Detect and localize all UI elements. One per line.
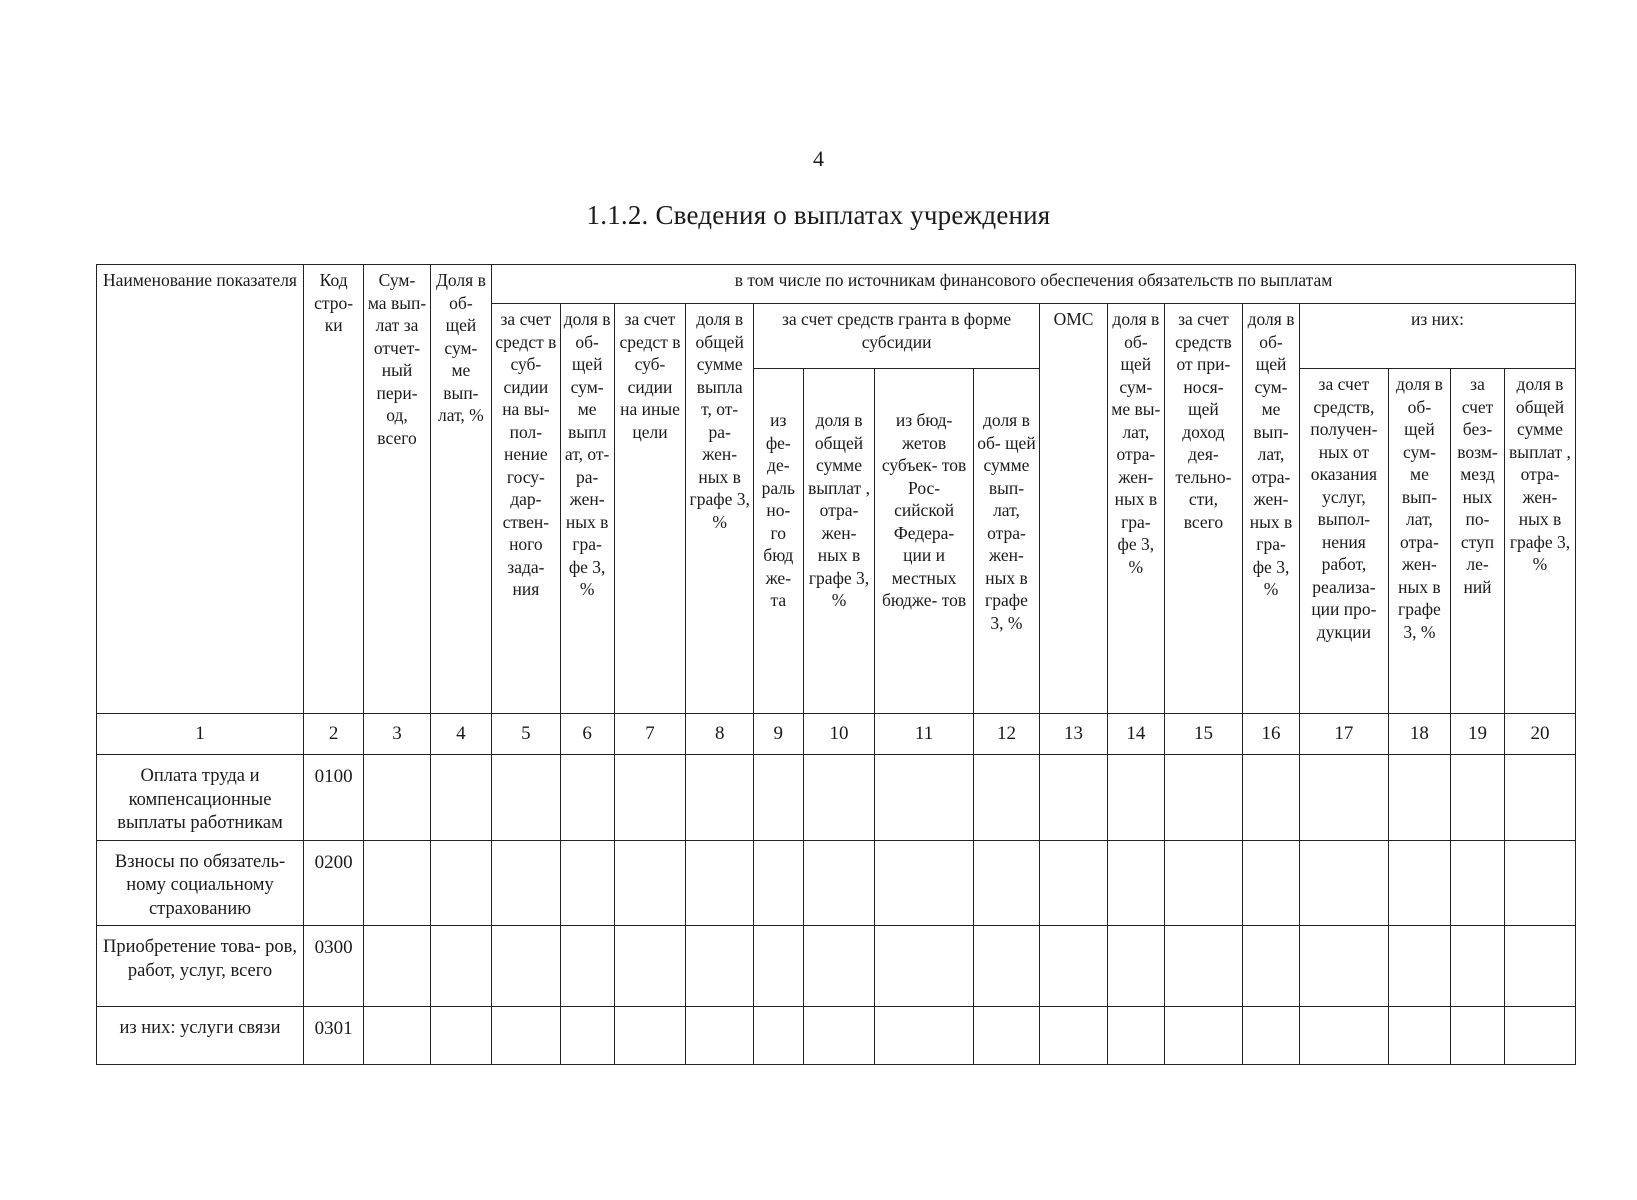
column-number: 9	[753, 714, 803, 755]
row-label: Приобретение това- ров, работ, услуг, всего	[97, 926, 304, 1007]
row-label: из них: услуги связи	[97, 1007, 304, 1065]
header-subsidy-other: за счет средст в суб- сидии на иные цели	[614, 304, 686, 714]
table-row	[97, 840, 1576, 926]
table-cell	[1107, 755, 1164, 841]
column-number: 10	[803, 714, 875, 755]
page-number: 4	[813, 146, 824, 171]
header-of-them: из них:	[1300, 304, 1576, 369]
table-cell	[973, 755, 1040, 841]
table-cell	[753, 755, 803, 841]
table-cell	[686, 1007, 754, 1065]
table-cell	[614, 840, 686, 926]
table-cell	[1388, 755, 1450, 841]
table-cell	[1107, 1007, 1164, 1065]
table-cell	[1164, 926, 1242, 1007]
column-number: 11	[875, 714, 973, 755]
table-cell	[1243, 926, 1300, 1007]
table-cell	[875, 1007, 973, 1065]
column-number: 16	[1243, 714, 1300, 755]
table-cell	[753, 840, 803, 926]
table-cell	[1388, 840, 1450, 926]
table-cell	[430, 840, 491, 926]
table-cell	[1451, 755, 1505, 841]
header-gratuitous-share: доля в общей сумме выплат , отра- жен- ных в графе 3, %	[1504, 369, 1575, 714]
header-income-activity-share: доля в об- щей сум- ме вып- лат, отра- жен- ных в гра- фе 3, %	[1243, 304, 1300, 714]
table-cell	[364, 840, 431, 926]
table-cell	[1164, 755, 1242, 841]
table-cell	[1243, 755, 1300, 841]
table-cell	[364, 1007, 431, 1065]
column-number: 15	[1164, 714, 1242, 755]
table-cell	[492, 926, 561, 1007]
column-number: 3	[364, 714, 431, 755]
table-cell	[1300, 1007, 1389, 1065]
row-code: 0100	[304, 755, 364, 841]
table-cell	[1243, 1007, 1300, 1065]
table-cell	[875, 926, 973, 1007]
table-cell	[1164, 840, 1242, 926]
table-row	[97, 926, 1576, 1007]
header-services-income-share: доля в об- щей сум- ме вып- лат, отра- жен- ных в графе 3, %	[1388, 369, 1450, 714]
header-services-income: за счет средств, получен- ных от оказания услуг, выпол- нения работ, реализа- ции про- дукции	[1300, 369, 1389, 714]
column-number: 6	[560, 714, 614, 755]
table-cell	[1451, 926, 1505, 1007]
table-cell	[492, 1007, 561, 1065]
table-cell	[973, 1007, 1040, 1065]
column-number-row	[97, 714, 1576, 755]
table-cell	[1300, 926, 1389, 1007]
column-number: 1	[97, 714, 304, 755]
header-grant-group: за счет средств гранта в форме субсидии	[753, 304, 1039, 369]
table-cell	[803, 1007, 875, 1065]
table-cell	[492, 755, 561, 841]
table-cell	[560, 840, 614, 926]
column-number: 2	[304, 714, 364, 755]
table-cell	[1451, 1007, 1505, 1065]
table-cell	[430, 755, 491, 841]
table-cell	[1504, 926, 1575, 1007]
column-number: 18	[1388, 714, 1450, 755]
table-cell	[686, 755, 754, 841]
table-cell	[560, 1007, 614, 1065]
table-cell	[1107, 926, 1164, 1007]
table-cell	[686, 840, 754, 926]
header-subsidy-other-share: доля в общей сумме выпла т, от- ра- жен- ных в графе 3, %	[686, 304, 754, 714]
row-code: 0301	[304, 1007, 364, 1065]
header-subsidy-state-task-share: доля в об- щей сум- ме выпл ат, от- ра- жен- ных в гра- фе 3, %	[560, 304, 614, 714]
header-share-total: Доля в об- щей сум- ме вып- лат, %	[430, 265, 491, 714]
table-cell	[753, 926, 803, 1007]
table-cell	[803, 840, 875, 926]
column-number: 17	[1300, 714, 1389, 755]
table-cell	[686, 926, 754, 1007]
table-cell	[1300, 755, 1389, 841]
table-cell	[1243, 840, 1300, 926]
column-number: 19	[1451, 714, 1505, 755]
table-cell	[614, 1007, 686, 1065]
table-cell	[1300, 840, 1389, 926]
table-cell	[973, 840, 1040, 926]
row-label: Оплата труда и компенсационные выплаты работникам	[97, 755, 304, 841]
header-grant-regional-share: доля в об- щей сумме вып- лат, отра- жен- ных в графе 3, %	[973, 369, 1040, 714]
table-cell	[973, 926, 1040, 1007]
table-row	[97, 755, 1576, 841]
header-row	[97, 265, 1576, 304]
header-oms-share: доля в об- щей сум- ме вы- лат, отра- жен- ных в гра- фе 3, %	[1107, 304, 1164, 714]
table-cell	[1040, 926, 1108, 1007]
table-cell	[1388, 926, 1450, 1007]
table-cell	[1504, 755, 1575, 841]
table-cell	[1451, 840, 1505, 926]
table-cell	[1107, 840, 1164, 926]
table-cell	[614, 926, 686, 1007]
column-number: 12	[973, 714, 1040, 755]
header-gratuitous: за счет без- возм- мезд ных по- ступ ле- ний	[1451, 369, 1505, 714]
column-number: 13	[1040, 714, 1108, 755]
payments-table	[96, 264, 1576, 1065]
table-cell	[614, 755, 686, 841]
header-sources-group: в том числе по источникам финансового обеспечения обязательств по выплатам	[492, 265, 1576, 304]
column-number: 5	[492, 714, 561, 755]
table-cell	[492, 840, 561, 926]
row-code: 0200	[304, 840, 364, 926]
column-number: 4	[430, 714, 491, 755]
table-cell	[364, 755, 431, 841]
table-cell	[875, 840, 973, 926]
header-code: Код стро- ки	[304, 265, 364, 714]
header-grant-regional: из бюд- жетов субъек- тов Рос- сийской Федера- ции и местных бюдже- тов	[875, 369, 973, 714]
column-number: 14	[1107, 714, 1164, 755]
page-title: 1.1.2. Сведения о выплатах учреждения	[586, 200, 1051, 230]
header-sum-total: Сум- ма вып- лат за отчет- ный пери- од, всего	[364, 265, 431, 714]
table-cell	[803, 755, 875, 841]
header-name: Наименование показателя	[97, 265, 304, 714]
column-number: 8	[686, 714, 754, 755]
row-label: Взносы по обязатель- ному социальному страхованию	[97, 840, 304, 926]
table-cell	[1164, 1007, 1242, 1065]
table-cell	[1388, 1007, 1450, 1065]
row-code: 0300	[304, 926, 364, 1007]
header-income-activity: за счет средств от при- нося- щей доход дея- тельно- сти, всего	[1164, 304, 1242, 714]
header-subsidy-state-task: за счет средст в суб- сидии на вы- пол- нение госу- дар- ствен- ного зада- ния	[492, 304, 561, 714]
table-cell	[1040, 755, 1108, 841]
table-cell	[875, 755, 973, 841]
table-cell	[364, 926, 431, 1007]
table-cell	[1040, 840, 1108, 926]
column-number: 7	[614, 714, 686, 755]
table-cell	[560, 926, 614, 1007]
column-number: 20	[1504, 714, 1575, 755]
table-cell	[430, 926, 491, 1007]
table-cell	[560, 755, 614, 841]
table-cell	[803, 926, 875, 1007]
header-grant-federal: из фе- де- раль но- го бюд же- та	[753, 369, 803, 714]
header-grant-federal-share: доля в общей сумме выплат , отра- жен- ных в графе 3, %	[803, 369, 875, 714]
header-oms: ОМС	[1040, 304, 1108, 714]
table-cell	[1040, 1007, 1108, 1065]
table-cell	[753, 1007, 803, 1065]
table-cell	[430, 1007, 491, 1065]
table-cell	[1504, 840, 1575, 926]
table-row	[97, 1007, 1576, 1065]
table-cell	[1504, 1007, 1575, 1065]
